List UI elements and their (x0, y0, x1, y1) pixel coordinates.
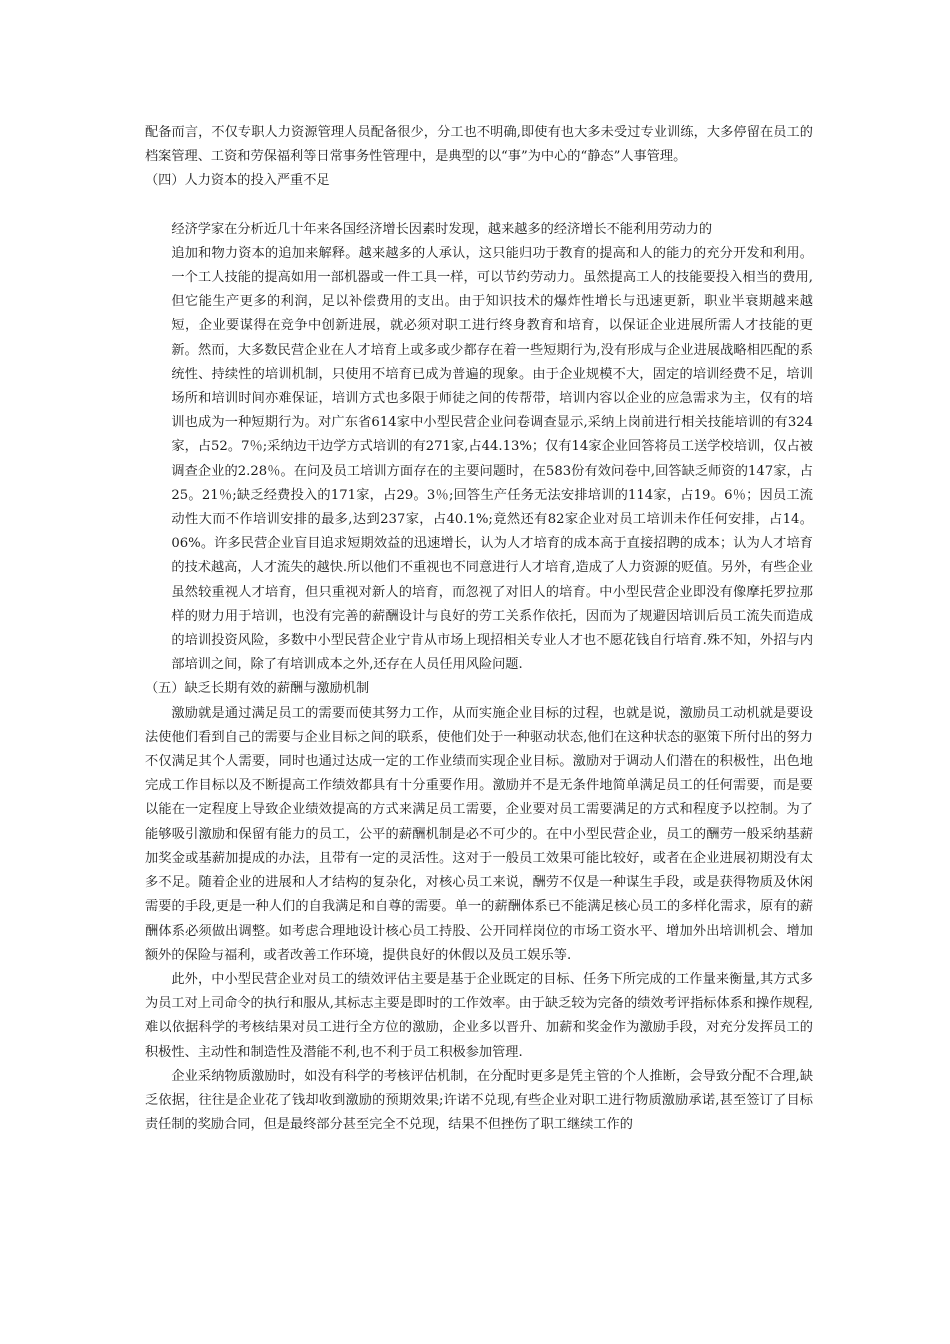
blank-line (145, 194, 813, 218)
paragraph-human-capital-intro: 经济学家在分析近几十年来各国经济增长因素时发现，越来越多的经济增长不能利用劳动力的 (171, 221, 713, 237)
paragraph-human-capital-body: 追加和物力资本的追加来解释。越来越多的人承认，这只能归功于教育的提高和人的能力的充分开发和利用。一个工人技能的提高如用一部机器或一件工具一样，可以节约劳动力。虽然提高工人的技能要投入相当的费用,但它能生产更多的利润，足以补偿费用的支出。由于知识技术的爆炸性增长与迅速更新，职业半衰期越来越短，企业要谋得在竞争中创新进展，就必须对职工进行终身教育和培育，以保证企业进展所需人才技能的更新。然而，大多数民营企业在人才培育上或多或少都存在着一些短期行为,没有形成与企业进展战略相匹配的系统性、持续性的培训机制，只使用不培育已成为普遍的现象。由于企业规模不大，固定的培训经费不足，培训场所和培训时间亦难保证，培训方式也多限于师徒之间的传帮带，培训内容以企业的应急需求为主，仅有的培训也成为一种短期行为。对广东省614家中小型民营企业问卷调查显示,采纳上岗前进行相关技能培训的有324家，占52。7％;采纳边干边学方式培训的有271家,占44.13%；仅有14家企业回答将员工送学校培训，仅占被调查企业的2.28％。在问及员工培训方面存在的主要问题时，在583份有效问卷中,回答缺乏师资的147家，占25。21％;缺乏经费投入的171家，占29。3％;回答生产任务无法安排培训的114家，占19。6％；因员工流动性大而不作培训安排的最多,达到237家，占40.1%;竟然还有82家企业对员工培训未作任何安排，占14。06%。许多民营企业盲目追求短期效益的迅速增长，认为人才培育的成本高于直接招聘的成本；认为人才培育的技术越高，人才流失的越快.所以他们不重视也不同意进行人才培育,造成了人力资源的贬值。另外，有些企业虽然较重视人才培育，但只重视对新人的培育，而忽视了对旧人的培育。中小型民营企业即没有像摩托罗拉那样的财力用于培训，也没有完善的薪酬设计与良好的劳工关系作依托，因而为了规避因培训后员工流失而造成的培训投资风险，多数中小型民营企业宁肯从市场上现招相关专业人才也不愿花钱自行培育.殊不知，外招与内部培训之间，除了有培训成本之外,还存在人员任用风险问题. (171, 245, 813, 673)
paragraph-incentive: 激励就是通过满足员工的需要而使其努力工作，从而实施企业目标的过程，也就是说，激励员工动机就是要设法使他们看到自己的需要与企业目标之间的联系，使他们处于一种驱动状态,他们在这种状态的驱策下所付出的努力不仅满足其个人需要，同时也通过达成一定的工作业绩而实现企业目标。激励对于调动人们潜在的积极性，出色地完成工作目标以及不断提高工作绩效都具有十分重要作用。激励并不是无条件地简单满足员工的任何需要，而是要以能在一定程度上导致企业绩效提高的方式来满足员工需要，企业要对员工需要满足的方式和程度予以控制。为了能够吸引激励和保留有能力的员工，公平的薪酬机制是必不可少的。在中小型民营企业，员工的酬劳一般采纳基薪加奖金或基薪加提成的办法，且带有一定的灵活性。这对于一般员工效果可能比较好，或者在企业进展初期没有太多不足。随着企业的进展和人才结构的复杂化，对核心员工来说，酬劳不仅是一种谋生手段，或是获得物质及休闲需要的手段,更是一种人们的自我满足和自尊的需要。单一的薪酬体系已不能满足核心员工的多样化需求，原有的薪酬体系必须做出调整。如考虑合理地设计核心员工持股、公开同样岗位的市场工资水平、增加外出培训机会、增加额外的保险与福利，或者改善工作环境，提供良好的休假以及员工娱乐等. (145, 705, 813, 963)
paragraph-performance-evaluation: 此外，中小型民营企业对员工的绩效评估主要是基于企业既定的目标、任务下所完成的工作量来衡量,其方式多为员工对上司命令的执行和服从,其标志主要是即时的工作效率。由于缺乏较为完备的绩效考评指标体系和操作规程,难以依据科学的考核结果对员工进行全方位的激励，企业多以晋升、加薪和奖金作为激励手段，对充分发挥员工的积极性、主动性和制造性及潜能不利,也不利于员工积极参加管理. (145, 971, 814, 1060)
section-heading-5: （五）缺乏长期有效的薪酬与激励机制 (145, 681, 370, 697)
paragraph-staffing: 配备而言，不仅专职人力资源管理人员配备很少，分工也不明确,即使有也大多未受过专业训练，大多停留在员工的档案管理、工资和劳保福利等日常事务性管理中，是典型的以“事”为中心的“静态”人事管理。 (145, 125, 813, 165)
document-page (145, 121, 813, 1137)
paragraph-material-incentive: 企业采纳物质激励时，如没有科学的考核评估机制，在分配时更多是凭主管的个人推断，会导致分配不合理,缺乏依据，往往是企业花了钱却收到激励的预期效果;许诺不兑现,有些企业对职工进行物质激励承诺,甚至签订了目标责任制的奖励合同，但是最终部分甚至完全不兑现，结果不但挫伤了职工继续工作的 (145, 1068, 813, 1133)
section-heading-4: （四）人力资本的投入严重不足 (145, 173, 330, 189)
